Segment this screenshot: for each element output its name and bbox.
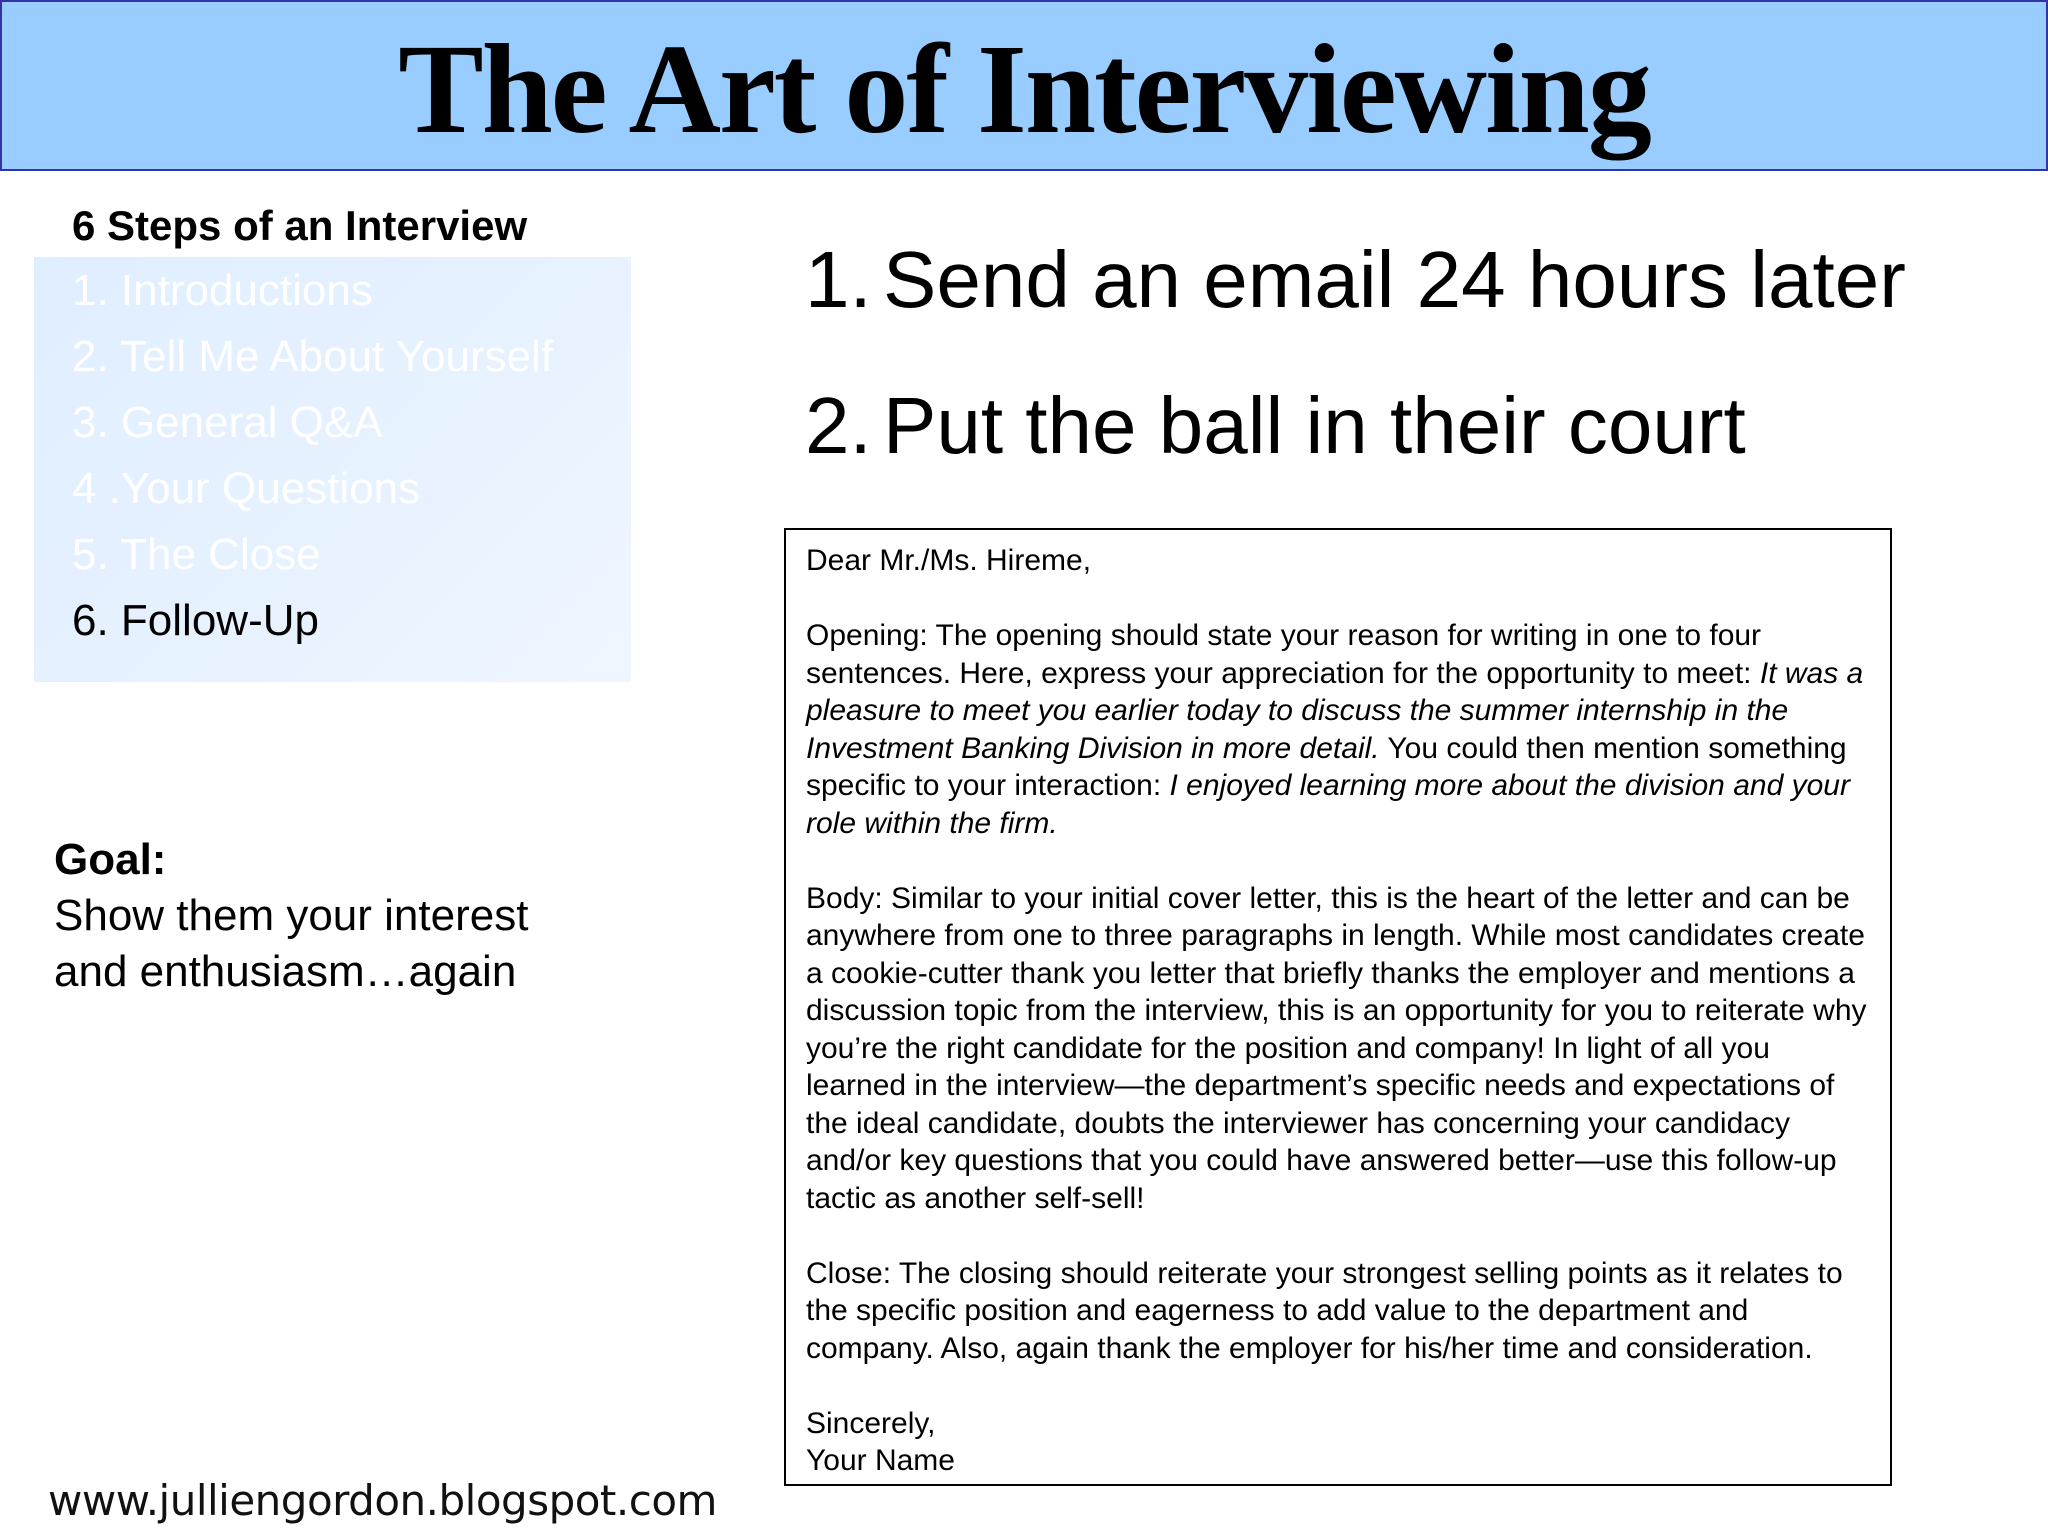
step-item: 3. General Q&A — [72, 398, 383, 447]
step-item: 1. Introductions — [72, 266, 373, 315]
step-item-active: 6. Follow-Up — [72, 596, 319, 645]
steps-heading: 6 Steps of an Interview — [72, 202, 528, 249]
slide-title: The Art of Interviewing — [398, 17, 1650, 160]
point-text: Send an email 24 hours later — [883, 235, 1906, 324]
letter-name: Your Name — [806, 1444, 955, 1477]
sample-letter — [784, 528, 1892, 1486]
letter-body: Body: Similar to your initial cover letter, this is the heart of the letter and can be anywhere from one to three paragraphs in length. While most candidates create a cookie-cutter thank you letter that briefly thanks the employer and mentions a discussion topic from the interview, this is an opportunity for you to reiterate why you’re the right candidate for the position and company! In light of all you learned in the interview—the department’s specific needs and expectations of the ideal candidate, doubts the interviewer has concerning your candidacy and/or key questions that you could have answered better—use this follow-up tactic as another self-sell! — [806, 881, 1867, 1215]
step-item: 4 .Your Questions — [72, 464, 421, 513]
main-points — [805, 232, 1906, 524]
opening-example: It was a pleasure to meet you earlier today to discuss the summer internship in the Investment Banking Division in more detail. — [806, 656, 1864, 765]
step-item: 2. Tell Me About Yourself — [72, 332, 554, 381]
opening-text-2: You could then mention something specific to your interaction: — [806, 731, 1847, 802]
steps-list — [72, 258, 553, 654]
goal-block — [54, 832, 614, 1000]
letter-close: Close: The closing should reiterate your strongest selling points as it relates to the specific position and eagerness to add value to the department and company. Also, again thank the employer for his/her time and consideration. — [806, 1256, 1843, 1365]
footer-url: www.julliengordon.blogspot.com — [48, 1476, 717, 1525]
main-point — [805, 232, 1906, 378]
main-point — [805, 378, 1906, 524]
opening-text: Opening: The opening should state your reason for writing in one to four sentences. Here, express your appreciation for the opportunity to meet: — [806, 619, 1762, 690]
opening-example-2: I enjoyed learning more about the division and your role within the firm. — [806, 769, 1850, 840]
letter-signoff: Sincerely, — [806, 1406, 936, 1440]
goal-text: Show them your interest and enthusiasm…again — [54, 891, 529, 996]
letter-opening — [806, 617, 1872, 842]
point-number: 1. — [805, 235, 872, 324]
title-bar — [0, 0, 2048, 171]
goal-label: Goal: — [54, 835, 167, 884]
point-text: Put the ball in their court — [883, 381, 1746, 470]
point-number: 2. — [805, 381, 872, 470]
letter-salutation: Dear Mr./Ms. Hireme, — [806, 544, 1092, 577]
step-item: 5. The Close — [72, 530, 321, 579]
